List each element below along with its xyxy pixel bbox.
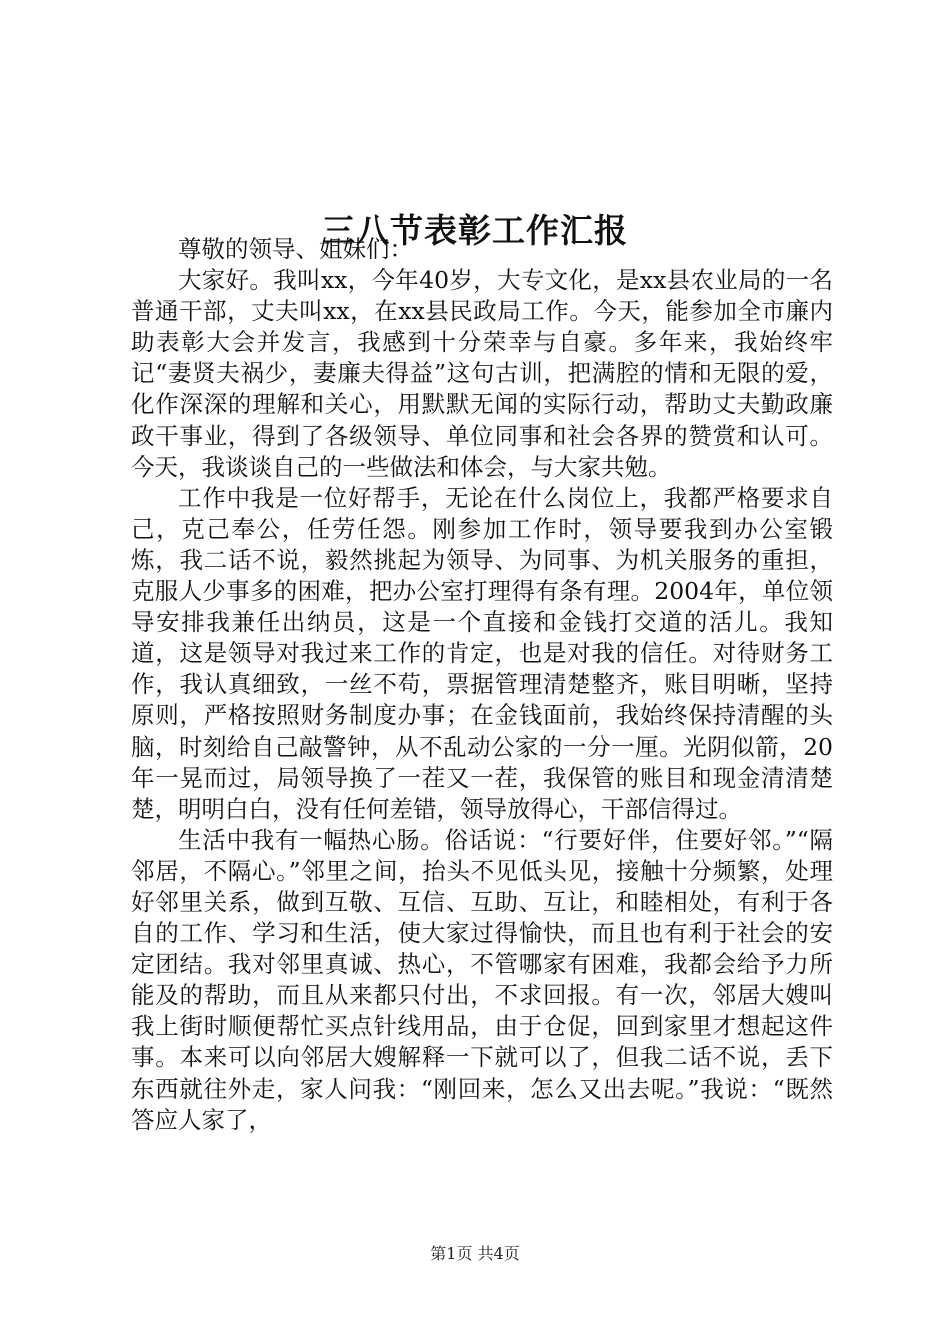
- salutation-paragraph: 尊敬的领导、姐妹们：: [178, 235, 413, 263]
- page-number-footer: 第1页 共4页: [430, 1244, 520, 1263]
- body-paragraph-work: 工作中我是一位好帮手，无论在什么岗位上，我都严格要求自己，克己奉公，任劳任怨。刚参加工作时，领导要我到办公室锻炼，我二话不说，毅然挑起为领导、为同事、为机关服务的重担，克服人少事多的困难，把办公室打理得有条有理。2004年，单位领导安排我兼任出纳员，这是一个直接和金钱打交道的活儿。我知道，这是领导对我过来工作的肯定，也是对我的信任。对待财务工作，我认真细致，一丝不苟，票据管理清楚整齐，账目明晰，坚持原则，严格按照财务制度办事；在金钱面前，我始终保持清醒的头脑，时刻给自己敲警钟，从不乱动公家的一分一厘。光阴似箭，20年一晃而过，局领导换了一茬又一茬，我保管的账目和现金清清楚楚，明明白白，没有任何差错，领导放得心，干部信得过。: [131, 483, 833, 823]
- body-paragraph-introduction: 大家好。我叫xx，今年40岁，大专文化，是xx县农业局的一名普通干部，丈夫叫xx，在xx县民政局工作。今天，能参加全市廉内助表彰大会并发言，我感到十分荣幸与自豪。多年来，我始终牢记“妻贤夫祸少，妻廉夫得益”这句古训，把满腔的情和无限的爱，化作深深的理解和关心，用默默无闻的实际行动，帮助丈夫勤政廉政干事业，得到了各级领导、单位同事和社会各界的赞赏和认可。今天，我谈谈自己的一些做法和体会，与大家共勉。: [131, 266, 833, 481]
- document-title: 三八节表彰工作汇报: [322, 211, 628, 251]
- body-paragraph-life: 生活中我有一幅热心肠。俗话说：“行要好伴，住要好邻。”“隔邻居，不隔心。”邻里之间，抬头不见低头见，接触十分频繁，处理好邻里关系，做到互敬、互信、互助、互让，和睦相处，有利于各自的工作、学习和生活，使大家过得愉快，而且也有利于社会的安定团结。我对邻里真诚、热心，不管哪家有困难，我都会给予力所能及的帮助，而且从来都只付出，不求回报。有一次，邻居大嫂叫我上街时顺便帮忙买点针线用品，由于仓促，回到家里才想起这件事。本来可以向邻居大嫂解释一下就可以了，但我二话不说，丢下东西就往外走，家人问我：“刚回来，怎么又出去呢。”我说：“既然答应人家了，: [131, 825, 833, 1134]
- document-body: [131, 234, 833, 1136]
